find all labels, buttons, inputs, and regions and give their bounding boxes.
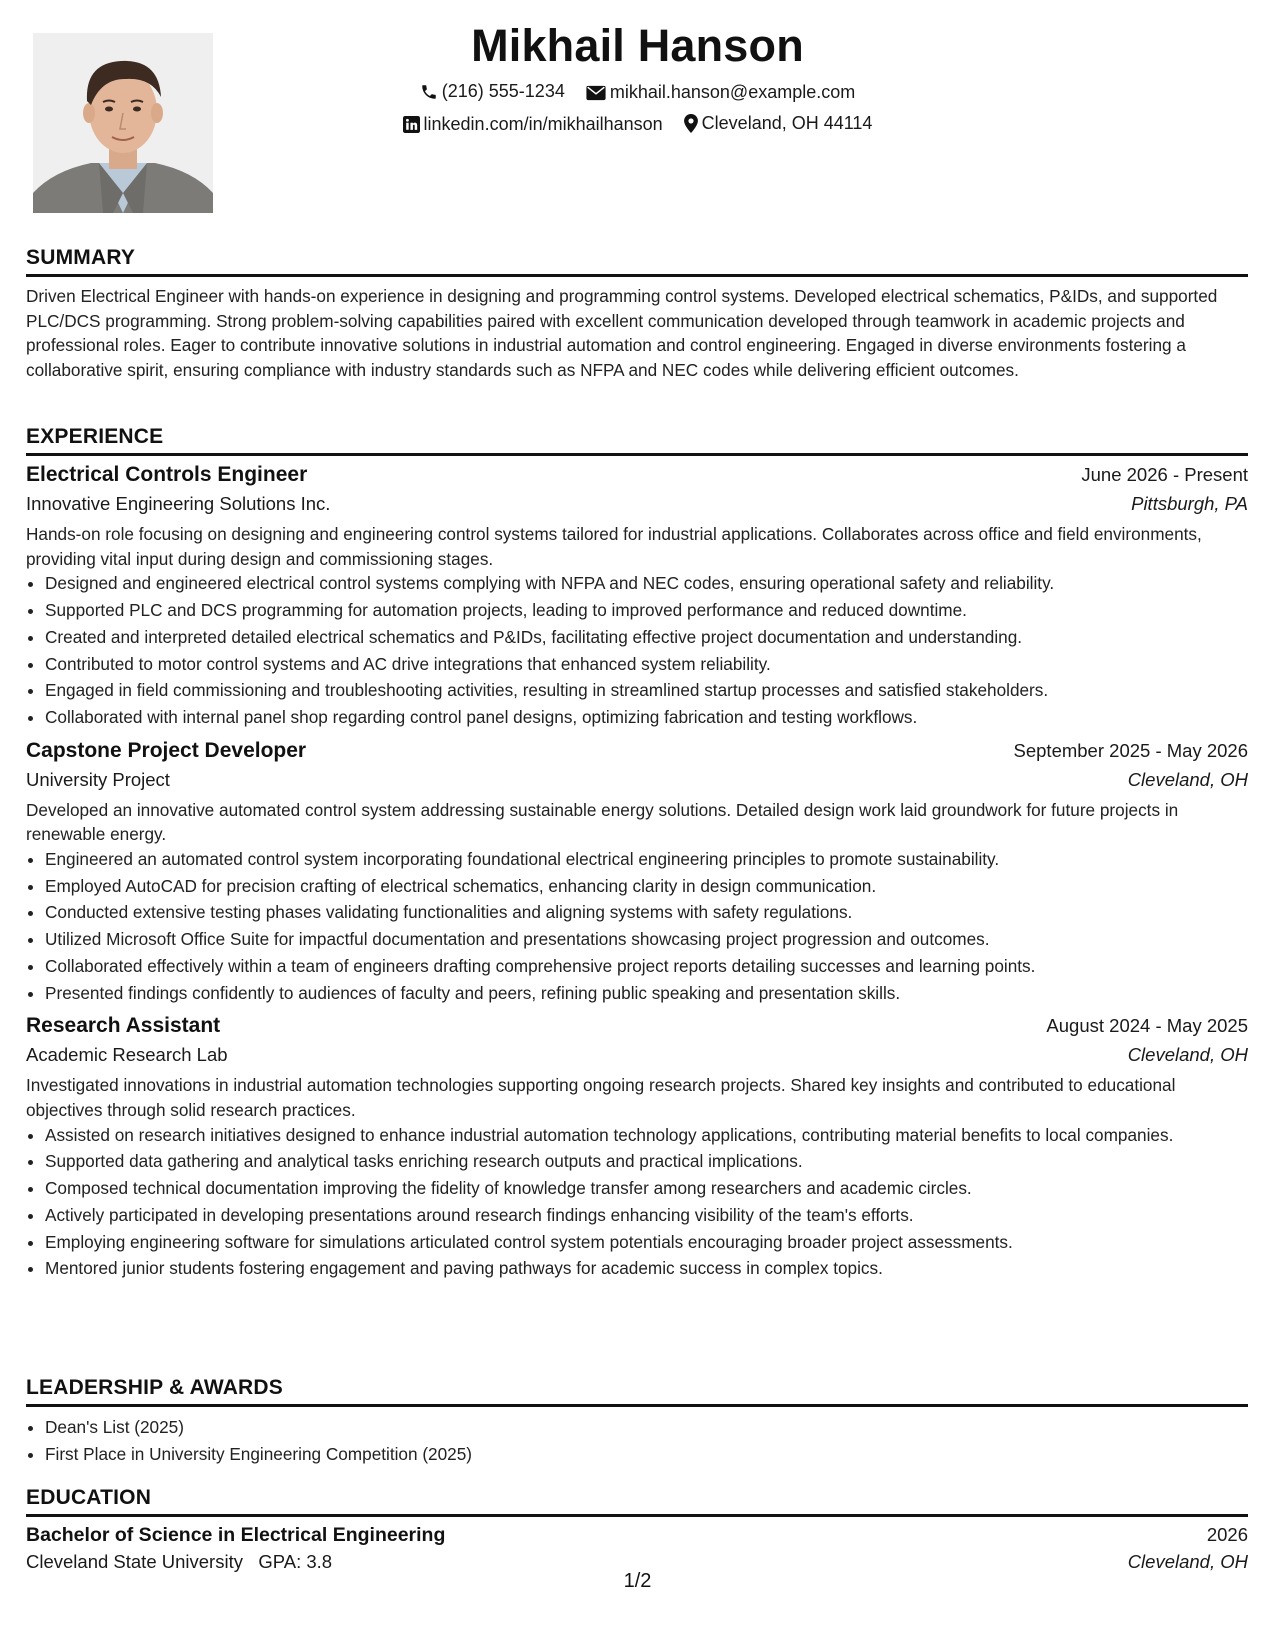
location-contact [684, 113, 873, 134]
list-item: • Supported data gathering and analytical tasks enriching research outputs and practical implications. [45, 1149, 1248, 1174]
list-item: • Engaged in field commissioning and troubleshooting activities, resulting in streamlined startup processes and satisfied stakeholders. [45, 678, 1248, 703]
list-item: • Composed technical documentation improving the fidelity of knowledge transfer among researchers and academic circles. [45, 1176, 1248, 1201]
linkedin-contact[interactable] [403, 114, 663, 135]
job-bullets [26, 847, 1248, 1006]
list-item: • Supported PLC and DCS programming for automation projects, leading to improved performance and reduced downtime. [45, 598, 1248, 623]
email-text: mikhail.hanson@example.com [609, 82, 856, 102]
leadership-section [26, 1376, 1248, 1469]
job-date: June 2026 - Present [1081, 464, 1248, 485]
school-location: Cleveland, OH [1127, 1551, 1248, 1572]
contact-row-2 [0, 113, 1275, 138]
list-item: • Utilized Microsoft Office Suite for impactful documentation and presentations showcasing project progression and outcomes. [45, 927, 1248, 952]
job-location: Pittsburgh, PA [1131, 493, 1248, 514]
job-description: Hands-on role focusing on designing and engineering control systems tailored for industrial applications. Collaborates across office and field environments, providing vital input during design and commissioning stages. [26, 524, 1202, 569]
location-text: Cleveland, OH 44114 [701, 113, 873, 133]
school-name: Cleveland State University [26, 1551, 243, 1572]
list-item: • Collaborated effectively within a team of engineers drafting comprehensive project reports detailing successes and learning points. [45, 954, 1248, 979]
leadership-heading: LEADERSHIP & AWARDS [26, 1376, 1248, 1407]
list-item: • Employing engineering software for simulations articulated control system potentials encouraging broader project assessments. [45, 1230, 1248, 1255]
education-heading: EDUCATION [26, 1486, 1248, 1517]
job-organization: Innovative Engineering Solutions Inc. [26, 493, 331, 514]
job-entry [26, 1014, 1248, 1281]
summary-section [26, 246, 1248, 382]
list-item: • Mentored junior students fostering engagement and paving pathways for academic success in complex topics. [45, 1256, 1248, 1281]
list-item: • First Place in University Engineering Competition (2025) [45, 1442, 1248, 1467]
candidate-name: Mikhail Hanson [471, 20, 804, 71]
job-date: August 2024 - May 2025 [1046, 1015, 1248, 1037]
job-description: Developed an innovative automated control system addressing sustainable energy solutions. Detailed design work laid groundwork for future projects in renewable energy. [26, 799, 1179, 845]
job-description: Investigated innovations in industrial automation technologies supporting ongoing research projects. Shared key insights and contributed to educational objectives through solid research practices. [26, 1075, 1176, 1120]
list-item: • Assisted on research initiatives designed to enhance industrial automation technology applications, contributing material benefits to local companies. [45, 1123, 1248, 1148]
list-item: • Conducted extensive testing phases validating functionalities and aligning systems with safety regulations. [45, 900, 1248, 925]
job-organization: Academic Research Lab [26, 1044, 228, 1066]
phone-text: (216) 555-1234 [441, 81, 565, 101]
email-contact[interactable] [586, 82, 855, 103]
education-section [26, 1486, 1248, 1573]
list-item: • Engineered an automated control system incorporating foundational electrical engineering principles to promote sustainability. [45, 847, 1248, 872]
degree-title: Bachelor of Science in Electrical Engineering [26, 1524, 446, 1546]
job-entry [26, 463, 1248, 730]
list-item: • Actively participated in developing presentations around research findings enhancing visibility of the team's efforts. [45, 1203, 1248, 1228]
envelope-icon [586, 85, 606, 101]
list-item: • Collaborated with internal panel shop regarding control panel designs, optimizing fabrication and testing workflows. [45, 705, 1248, 730]
job-title: Capstone Project Developer [26, 738, 307, 762]
list-item: • Contributed to motor control systems and AC drive integrations that enhanced system reliability. [45, 652, 1248, 677]
gpa: GPA: 3.8 [258, 1551, 333, 1572]
phone-icon [420, 83, 438, 101]
job-location: Cleveland, OH [1127, 768, 1248, 790]
leadership-list [26, 1415, 1248, 1466]
list-item: • Created and interpreted detailed electrical schematics and P&IDs, facilitating effective project documentation and understanding. [45, 625, 1248, 650]
job-bullets [26, 571, 1248, 730]
experience-heading: EXPERIENCE [26, 425, 1248, 456]
job-entry [26, 739, 1248, 1006]
contact-row-1 [0, 81, 1275, 106]
list-item: • Dean's List (2025) [45, 1415, 1248, 1440]
map-pin-icon [684, 114, 698, 133]
job-organization: University Project [26, 768, 170, 790]
summary-heading: SUMMARY [26, 246, 1248, 277]
job-title: Research Assistant [26, 1014, 221, 1038]
job-bullets [26, 1123, 1248, 1282]
summary-text: Driven Electrical Engineer with hands-on experience in designing and programming control systems. Developed electrical schematics, P&IDs, and supported PLC/DCS programming. Strong problem-solving capabilities paired with excellent communication developed through teamwork in academic projects and professional roles. Eager to contribute innovative solutions in industrial automation and control engineering. Engaged in diverse environments fostering a collaborative spirit, ensuring compliance with industry standards such as NFPA and NEC codes while delivering efficient outcomes. [26, 286, 1218, 380]
job-location: Cleveland, OH [1127, 1044, 1248, 1066]
list-item: • Employed AutoCAD for precision crafting of electrical schematics, enhancing clarity in design communication. [45, 874, 1248, 899]
job-date: September 2025 - May 2026 [1013, 739, 1248, 761]
list-item: • Presented findings confidently to audiences of faculty and peers, refining public speaking and presentation skills. [45, 981, 1248, 1006]
linkedin-icon [403, 116, 420, 133]
graduation-year: 2026 [1206, 1524, 1248, 1545]
list-item: • Designed and engineered electrical control systems complying with NFPA and NEC codes, ensuring operational safety and reliability. [45, 571, 1248, 596]
phone-contact[interactable] [420, 81, 565, 102]
job-title: Electrical Controls Engineer [26, 463, 308, 486]
page-number: 1/2 [623, 1570, 652, 1592]
experience-section [26, 425, 1248, 1283]
linkedin-text: linkedin.com/in/mikhailhanson [423, 114, 663, 134]
